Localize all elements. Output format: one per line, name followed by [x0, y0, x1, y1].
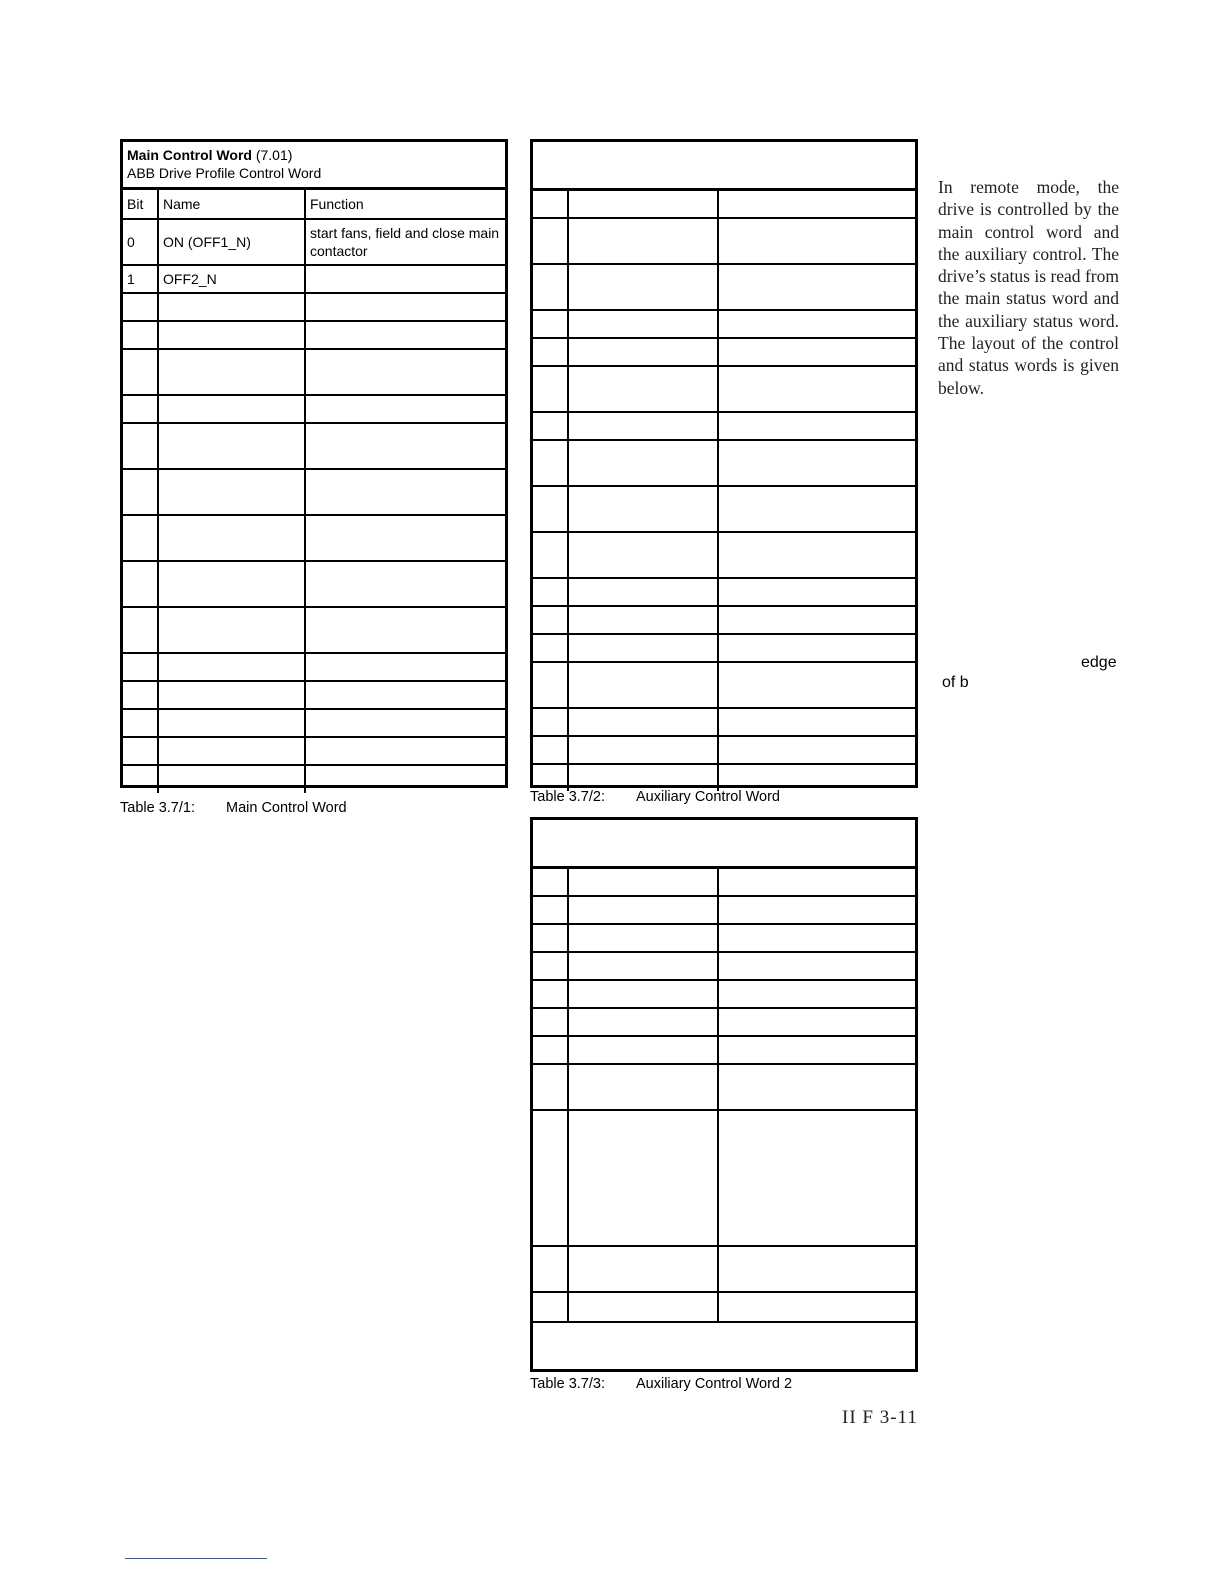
- table-row: [533, 579, 915, 607]
- caption-title: Auxiliary Control Word: [636, 789, 780, 805]
- column-divider: [567, 1293, 569, 1321]
- caption-number: Table 3.7/2:: [530, 789, 605, 805]
- column-divider: [567, 191, 569, 217]
- column-divider: [717, 311, 719, 337]
- table-title: Main Control Word: [127, 147, 252, 163]
- table-row: [533, 311, 915, 339]
- table-row: [533, 339, 915, 367]
- column-divider: [567, 339, 569, 365]
- column-divider: [157, 516, 159, 560]
- table-row: [533, 981, 915, 1009]
- table-row: [533, 607, 915, 635]
- table-row: [533, 191, 915, 219]
- column-divider: [567, 1009, 569, 1035]
- table-header: [123, 142, 505, 190]
- table3-caption: [530, 1376, 792, 1392]
- table-row: [533, 897, 915, 925]
- main-control-word-table: [120, 139, 508, 788]
- column-divider: [157, 424, 159, 468]
- table-row: [123, 562, 505, 608]
- caption-number: Table 3.7/1:: [120, 800, 195, 816]
- column-divider: [567, 869, 569, 895]
- column-divider: [567, 737, 569, 763]
- column-divider: [717, 487, 719, 531]
- cell-function: start fans, field and close main contactor: [310, 225, 500, 259]
- auxiliary-control-word-table: [530, 139, 918, 788]
- table-row: [533, 765, 915, 791]
- table-row: [533, 219, 915, 265]
- table-row: [123, 470, 505, 516]
- column-divider: [567, 441, 569, 485]
- table-footer-row: [533, 1321, 915, 1375]
- column-divider: [157, 738, 159, 764]
- cell-bit: 1: [127, 271, 135, 287]
- column-divider: [717, 1247, 719, 1291]
- column-divider: [157, 654, 159, 680]
- table-row: [533, 635, 915, 663]
- column-divider: [717, 897, 719, 923]
- column-divider: [717, 1037, 719, 1063]
- table-row: [533, 925, 915, 953]
- column-divider: [567, 579, 569, 605]
- column-divider: [717, 339, 719, 365]
- column-divider: [304, 470, 306, 514]
- text-fragment: edge: [1081, 654, 1117, 671]
- table-row: [533, 265, 915, 311]
- column-divider: [567, 953, 569, 979]
- column-divider: [717, 191, 719, 217]
- cell-name: ON (OFF1_N): [163, 234, 251, 250]
- table-row: [533, 1009, 915, 1037]
- caption-number: Table 3.7/3:: [530, 1376, 605, 1392]
- column-divider: [567, 981, 569, 1007]
- column-divider: [157, 322, 159, 348]
- column-divider: [717, 981, 719, 1007]
- table-row: [533, 533, 915, 579]
- header-name: Name: [163, 196, 201, 212]
- page-number: II F 3-11: [842, 1407, 918, 1428]
- column-divider: [717, 607, 719, 633]
- column-divider: [304, 562, 306, 606]
- column-divider: [304, 710, 306, 736]
- table-row: [123, 682, 505, 710]
- column-divider: [567, 1065, 569, 1109]
- table-subtitle: ABB Drive Profile Control Word: [127, 165, 322, 181]
- table-row: [123, 766, 505, 793]
- column-divider: [157, 682, 159, 708]
- column-divider: [304, 322, 306, 348]
- table-row: [533, 1111, 915, 1247]
- column-divider: [717, 265, 719, 309]
- column-divider: [567, 663, 569, 707]
- table-header: [533, 142, 915, 191]
- column-divider: [567, 533, 569, 577]
- table-row: [533, 663, 915, 709]
- column-divider: [717, 1293, 719, 1321]
- column-divider: [567, 709, 569, 735]
- table-row: [533, 1247, 915, 1293]
- column-divider: [567, 1111, 569, 1245]
- table-row: [533, 1065, 915, 1111]
- column-divider: [717, 765, 719, 791]
- column-divider: [157, 294, 159, 320]
- header-bit: Bit: [127, 196, 144, 212]
- column-divider: [567, 635, 569, 661]
- column-divider: [717, 737, 719, 763]
- column-divider: [567, 311, 569, 337]
- column-divider: [717, 953, 719, 979]
- column-divider: [717, 367, 719, 411]
- column-divider: [567, 607, 569, 633]
- column-divider: [304, 654, 306, 680]
- column-divider: [567, 265, 569, 309]
- cell-function: [306, 266, 505, 292]
- column-divider: [304, 608, 306, 652]
- column-divider: [567, 897, 569, 923]
- table-row: [533, 1293, 915, 1321]
- column-divider: [304, 738, 306, 764]
- caption-title: Auxiliary Control Word 2: [636, 1376, 793, 1392]
- header-function: Function: [310, 196, 364, 212]
- table-row: [533, 367, 915, 413]
- column-divider: [304, 424, 306, 468]
- column-divider: [717, 533, 719, 577]
- table-row: [533, 953, 915, 981]
- table-row: [123, 396, 505, 424]
- column-divider: [567, 1037, 569, 1063]
- column-divider: [567, 219, 569, 263]
- column-divider: [717, 709, 719, 735]
- column-divider: [304, 682, 306, 708]
- table-row: [123, 190, 505, 220]
- column-divider: [567, 765, 569, 791]
- table-row: [533, 737, 915, 765]
- table-row: [123, 654, 505, 682]
- table-row: [123, 424, 505, 470]
- cell-bit: 0: [127, 234, 135, 250]
- table-row: [123, 710, 505, 738]
- table-title-ref: (7.01): [251, 147, 293, 163]
- column-divider: [717, 579, 719, 605]
- footer-link-underline: [125, 1558, 267, 1559]
- cell-name: OFF2_N: [163, 271, 217, 287]
- column-divider: [567, 413, 569, 439]
- table-row: [533, 869, 915, 897]
- table-header: [533, 820, 915, 869]
- column-divider: [717, 1111, 719, 1245]
- intro-paragraph: In remote mode, the drive is controlled by the main control word and the auxiliary control. The drive’s status is read from the main status word and the auxiliary status word. The layout of the control and status words is given below.: [938, 177, 1119, 398]
- column-divider: [717, 663, 719, 707]
- table1-caption: [120, 800, 347, 816]
- column-divider: [567, 367, 569, 411]
- table-row: [123, 294, 505, 322]
- column-divider: [157, 396, 159, 422]
- column-divider: [567, 925, 569, 951]
- column-divider: [157, 562, 159, 606]
- column-divider: [304, 294, 306, 320]
- caption-title: Main Control Word: [226, 800, 347, 816]
- column-divider: [157, 608, 159, 652]
- column-divider: [567, 1247, 569, 1291]
- table-row: [123, 350, 505, 396]
- column-divider: [567, 487, 569, 531]
- table-row: [123, 322, 505, 350]
- column-divider: [304, 516, 306, 560]
- table-row: [123, 516, 505, 562]
- column-divider: [157, 470, 159, 514]
- column-divider: [157, 710, 159, 736]
- column-divider: [304, 350, 306, 394]
- column-divider: [304, 766, 306, 793]
- table-row: [123, 220, 505, 266]
- auxiliary-control-word-2-table: [530, 817, 918, 1372]
- column-divider: [717, 869, 719, 895]
- table-row: [123, 266, 505, 294]
- table-row: [533, 413, 915, 441]
- table-row: [123, 608, 505, 654]
- column-divider: [717, 413, 719, 439]
- column-divider: [717, 441, 719, 485]
- column-divider: [304, 396, 306, 422]
- table-row: [533, 487, 915, 533]
- table-row: [533, 441, 915, 487]
- table-row: [123, 738, 505, 766]
- column-divider: [717, 1065, 719, 1109]
- column-divider: [157, 766, 159, 793]
- table2-caption: [530, 789, 780, 805]
- column-divider: [717, 635, 719, 661]
- column-divider: [717, 1009, 719, 1035]
- column-divider: [157, 350, 159, 394]
- column-divider: [717, 219, 719, 263]
- text-fragment: of b: [942, 674, 969, 691]
- table-row: [533, 1037, 915, 1065]
- table-row: [533, 709, 915, 737]
- column-divider: [717, 925, 719, 951]
